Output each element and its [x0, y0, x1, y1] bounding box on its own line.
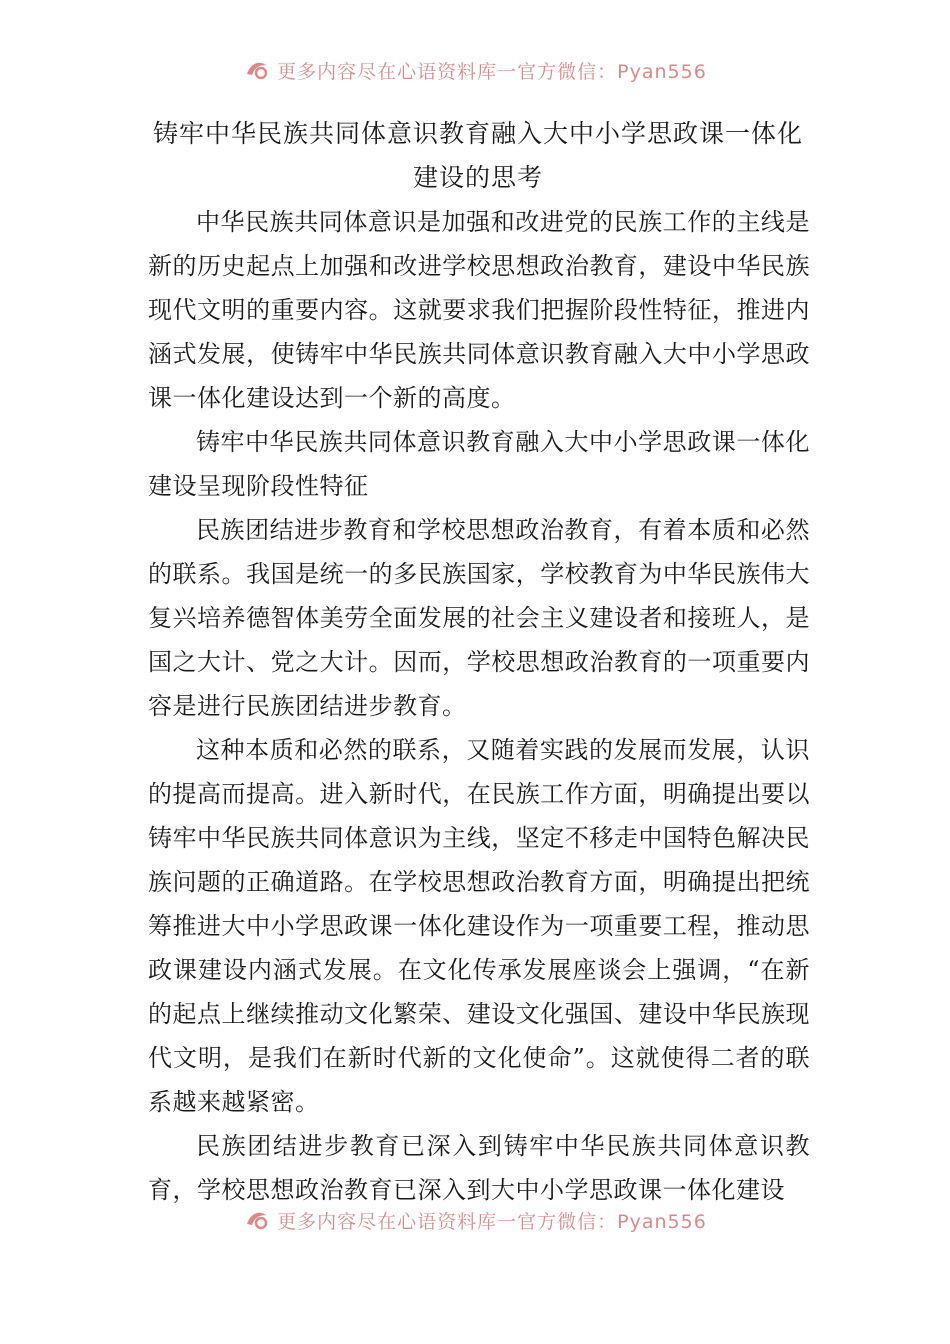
watermark-logo-icon — [243, 58, 271, 82]
document-title — [148, 112, 808, 200]
watermark-text: 更多内容尽在心语资料库一官方微信：Pyan556 — [277, 60, 707, 83]
title-line-1: 铸牢中华民族共同体意识教育融入大中小学思政课一体化 — [152, 119, 803, 148]
paragraph-1: 中华民族共同体意识是加强和改进党的民族工作的主线是新的历史起点上加强和改进学校思想政治教育，建设中华民族现代文明的重要内容。这就要求我们把握阶段性特征，推进内涵式发展，使铸牢中华民族共同体意识教育融入大中小学思政课一体化建设达到一个新的高度。 — [148, 208, 810, 412]
section-heading: 铸牢中华民族共同体意识教育融入大中小学思政课一体化建设呈现阶段性特征 — [148, 428, 810, 500]
watermark-text: 更多内容尽在心语资料库一官方微信：Pyan556 — [277, 1210, 707, 1233]
header-watermark-banner — [0, 56, 950, 84]
paragraph-3: 这种本质和必然的联系，又随着实践的发展而发展，认识的提高而提高。进入新时代，在民族工作方面，明确提出要以铸牢中华民族共同体意识为主线，坚定不移走中国特色解决民族问题的正确道路。在学校思想政治教育方面，明确提出把统筹推进大中小学思政课一体化建设作为一项重要工程，推动思政课建设内涵式发展。在文化传承发展座谈会上强调，“在新的起点上继续推动文化繁荣、建设文化强国、建设中华民族现代文明，是我们在新时代新的文化使命”。这就使得二者的联系越来越紧密。 — [148, 736, 810, 1116]
paragraph-2: 民族团结进步教育和学校思想政治教育，有着本质和必然的联系。我国是统一的多民族国家，学校教育为中华民族伟大复兴培养德智体美劳全面发展的社会主义建设者和接班人，是国之大计、党之大计。因而，学校思想政治教育的一项重要内容是进行民族团结进步教育。 — [148, 516, 810, 720]
footer-watermark-banner — [0, 1206, 950, 1234]
title-line-2: 建设的思考 — [412, 163, 543, 192]
paragraph-4: 民族团结进步教育已深入到铸牢中华民族共同体意识教育，学校思想政治教育已深入到大中小学思政课一体化建设 — [148, 1132, 810, 1204]
document-body — [148, 200, 810, 1212]
watermark-logo-icon — [243, 1208, 271, 1232]
